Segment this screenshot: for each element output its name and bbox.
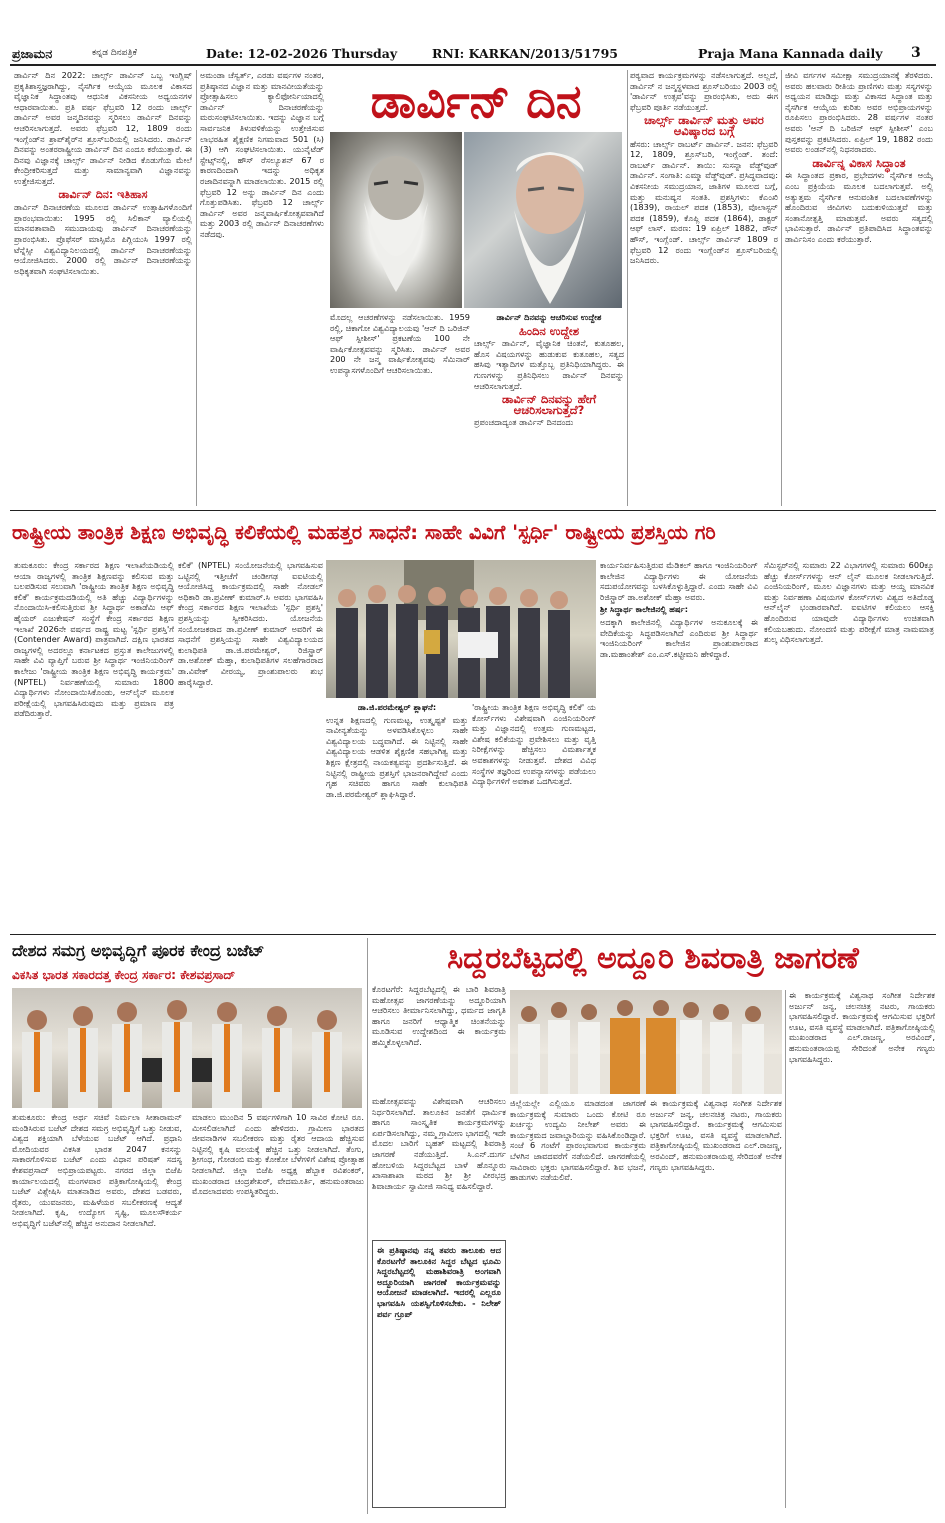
shivaratri-column-3 <box>650 1098 782 1508</box>
darwin-column-5 <box>785 70 933 506</box>
award-col3-text: ಉನ್ನತ ಶಿಕ್ಷಣದಲ್ಲಿ ಗುಣಮಟ್ಟ, ಉತ್ಕೃಷ್ಟತೆ ಮತ್ತು ನಾವೀನ್ಯತೆಯನ್ನು ಅಳವಡಿಸಿಕೊಳ್ಳಲು ಸಾಹೇ ವಿಶ್ವವಿದ್ಯಾಲಯ ಬದ್ಧವಾಗಿದೆ. ಈ ನಿಟ್ಟಿನಲ್ಲಿ ಸಾಹೇ ವಿಶ್ವವಿದ್ಯಾಲಯ ಆಡಳಿತ ಶೈಕ್ಷಣಿಕ ಸಹಭಾಗಿತ್ವ ಮತ್ತು ಶಿಕ್ಷಣ ಕ್ಷೇತ್ರದಲ್ಲಿ ನಾಯಕತ್ವವನ್ನು ಪ್ರದರ್ಶಿಸುತ್ತಿದೆ. ಈ ನಿಟ್ಟಿನಲ್ಲಿ ರಾಷ್ಟ್ರೀಯ ಪ್ರಶಸ್ತಿಗೆ ಭಾಜನರಾಗಿದ್ದೇವೆ ಎಂದು ಗೃಹ ಸಚಿವರು ಹಾಗೂ ಸಾಹೇ ಕುಲಾಧಿಪತಿ ಡಾ.ಜಿ.ಪರಮೇಶ್ವರ್ ಶ್ಲಾಘಿಸಿದ್ದಾರೆ. <box>326 714 468 799</box>
shivaratri-column-1 <box>372 1096 506 1236</box>
section-rule <box>10 934 936 935</box>
darwin-column-2 <box>200 70 324 308</box>
darwin-caption <box>330 312 470 508</box>
award-column-6 <box>764 560 934 930</box>
shivaratri-intro-text: ಕೊರಟಗೆರೆ: ಸಿದ್ದರಬೆಟ್ಟದಲ್ಲಿ ಈ ಬಾರಿ ಶಿವರಾತ್ರಿ ಮಹೋತ್ಸವ ಜಾಗರಣೆಯನ್ನು ಅದ್ದೂರಿಯಾಗಿ ಆಚರಿಸಲು ತೀರ್ಮಾನಿಸಲಾಗಿದ್ದು, ಧರ್ಮದ ಜಾಗೃತಿ ಹಾಗೂ ಜನರಿಗೆ ಆಧ್ಯಾತ್ಮಿಕ ಚಿಂತನೆಯನ್ನು ಮೂಡಿಸುವ ಉದ್ದೇಶದಿಂದ ಈ ಕಾರ್ಯಕ್ರಮ ಹಮ್ಮಿಕೊಳ್ಳಲಾಗಿದೆ. <box>372 984 506 1047</box>
award-col6-text: ಸೆಮಿಸ್ಟರ್‌ನಲ್ಲಿ ಸುಮಾರು 22 ವಿಭಾಗಗಳಲ್ಲಿ ಸುಮಾರು 600ಕ್ಕೂ ಹೆಚ್ಚು ಕೋರ್ಸ್‌ಗಳನ್ನು ಆನ್ ಲೈನ್ ಮೂಲಕ ನೀಡಲಾಗುತ್ತಿದೆ. ಎಂಜಿನಿಯರಿಂಗ್, ಮೂಲ ವಿಜ್ಞಾನಗಳು ಮತ್ತು ಆಯ್ದ ಮಾನವಿಕ ಮತ್ತು ನಿರ್ವಹಣಾ ವಿಷಯಗಳ ಕೋರ್ಸ್‌ಗಳು ವಿಶ್ವದ ಅತಿದೊಡ್ಡ ಆನ್‌ಲೈನ್ ಭಂಡಾರವಾಗಿದೆ. ಐಐಟಿಗಳ ಕಲಿಯಲು ಆಸಕ್ತಿ ಹೊಂದಿರುವ ಯಾವುದೇ ವಿದ್ಯಾರ್ಥಿಗಳು ಉಚಿತವಾಗಿ ಕಲಿಯಬಹುದು. ನೋಂದಣಿ ಮತ್ತು ಪರೀಕ್ಷೆಗೆ ಮಾತ್ರ ನಾಮಮಾತ್ರ ಶುಲ್ಕ ವಿಧಿಸಲಾಗುತ್ತದೆ. <box>764 560 934 645</box>
column-divider <box>785 990 786 1508</box>
award-col5b-text: ಅದಕ್ಕಾಗಿ ಕಾಲೇಜಿನಲ್ಲಿ ವಿದ್ಯಾರ್ಥಿಗಳ ಅನುಕೂಲಕ್ಕೆ ಈ ವೇದಿಕೆಯನ್ನು ಸಿದ್ಧಪಡಿಸಲಾಗಿದೆ ಎಂದಿರುವ ಶ್ರೀ ಸಿದ್ಧಾರ್ಥ ಇಂಜಿನಿಯರಿಂಗ್ ಕಾಲೇಜಿನ ಪ್ರಾಂಶುಪಾಲರಾದ ಡಾ.ಮಹಾಂತೇಶ್ ಎಂ.ಎಸ್.ಕಟ್ಟೀಮನಿ ಹೇಳಿದ್ದಾರೆ. <box>600 616 758 659</box>
darwin-objective-title: ಡಾರ್ವಿನ್ ದಿನವನ್ನು ಆಚರಿಸುವ ಉದ್ದೇಶ <box>496 312 602 322</box>
darwin-headline: ಡಾರ್ವಿನ್ ದಿನ <box>370 74 582 128</box>
darwin-about-heading: ಚಾರ್ಲ್ಸ್ ಡಾರ್ವಿನ್ ಮತ್ತು ಅವರ ಆವಿಷ್ಕಾರದ ಬಗ್ಗೆ <box>644 113 764 138</box>
budget-headline: ದೇಶದ ಸಮಗ್ರ ಅಭಿವೃದ್ಧಿಗೆ ಪೂರಕ ಕೇಂದ್ರ ಬಜೆಟ್ <box>12 941 265 960</box>
award-col4-text: 'ರಾಷ್ಟ್ರೀಯ ತಾಂತ್ರಿಕ ಶಿಕ್ಷಣ ಅಭಿವೃದ್ಧಿ ಕಲಿಕೆ' ಯ ಕೋರ್ಸ್‌ಗಳು ವಿಶೇಷವಾಗಿ ಎಂಜಿನಿಯರಿಂಗ್ ಮತ್ತು ವಿಜ್ಞಾನದಲ್ಲಿ ಉತ್ತಮ ಗುಣಮಟ್ಟದ, ವಿಶೇಷ ಕಲಿಕೆಯನ್ನು ಪ್ರವೇಶಿಸಲು ಮತ್ತು ವೃತ್ತಿ ನಿರೀಕ್ಷೆಗಳನ್ನು ಹೆಚ್ಚಿಸಲು ವಿಮರ್ಶಾತ್ಮಕ ಅವಕಾಶಗಳನ್ನು ನೀಡುತ್ತವೆ. ದೇಶದ ವಿವಿಧ ಸಂಸ್ಥೆಗಳ ತಜ್ಞರಿಂದ ಉಪನ್ಯಾಸಗಳನ್ನು ಪಡೆಯಲು ವಿದ್ಯಾರ್ಥಿಗಳಿಗೆ ಅವಕಾಶ ಒದಗಿಸುತ್ತದೆ. <box>472 702 596 787</box>
darwin-objective-heading: ಹಿಂದಿನ ಉದ್ದೇಶ <box>518 323 580 338</box>
award-column-3 <box>326 702 468 930</box>
award-ceremony-photo <box>326 560 596 698</box>
masthead-logo: ಪ್ರಜಾಮನ <box>12 46 53 61</box>
darwin-intro: ಡಾರ್ವಿನ್ ದಿನ 2022: ಚಾರ್ಲ್ಸ್ ಡಾರ್ವಿನ್ ಒಬ್ಬ ಇಂಗ್ಲಿಷ್ ಪ್ರಕೃತಿಶಾಸ್ತ್ರಜ್ಞರಾಗಿದ್ದು, ನೈಸರ್ಗಿಕ ಆಯ್ಕೆಯ ಮೂಲಕ ವಿಕಾಸದ ವೈಜ್ಞಾನಿಕ ಸಿದ್ಧಾಂತವು ಆಧುನಿಕ ವಿಕಸನೀಯ ಅಧ್ಯಯನಗಳ ಆಧಾರವಾಯಿತು. ಪ್ರತಿ ವರ್ಷ ಫೆಬ್ರವರಿ 12 ರಂದು ಚಾರ್ಲ್ಸ್ ಡಾರ್ವಿನ್ ಅವರ ಜನ್ಮದಿನವನ್ನು ಸ್ಮರಿಸಲು ಡಾರ್ವಿನ್ ದಿನವನ್ನು ಆಚರಿಸಲಾಗುತ್ತದೆ. ಅವರು ಫೆಬ್ರವರಿ 12, 1809 ರಂದು ಇಂಗ್ಲೆಂಡ್‌ನ ಶ್ರಾಪ್‌ಶೈರ್‌ನ ಶ್ರೂಸ್‌ಬರಿಯಲ್ಲಿ ಜನಿಸಿದರು. ಡಾರ್ವಿನ್ ದಿನವನ್ನು ಅಂತರರಾಷ್ಟ್ರೀಯ ಡಾರ್ವಿನ್ ದಿನ ಎಂದೂ ಕರೆಯುತ್ತಾರೆ. ಈ ದಿನವು ವಿಜ್ಞಾನಕ್ಕೆ ಚಾರ್ಲ್ಸ್ ಡಾರ್ವಿನ್ ನೀಡಿದ ಕೊಡುಗೆಯ ಮೇಲೆ ಕೇಂದ್ರೀಕರಿಸುತ್ತದೆ ಮತ್ತು ಸಾಮಾನ್ಯವಾಗಿ ವಿಜ್ಞಾನವನ್ನು ಉತ್ತೇಜಿಸುತ್ತದೆ. <box>14 70 192 186</box>
column-divider <box>367 938 368 1514</box>
masthead-rule <box>10 64 936 66</box>
shivaratri-column-4 <box>789 990 935 1508</box>
darwin-column-1 <box>14 70 192 506</box>
darwin-facts: ಹೆಸರು: ಚಾರ್ಲ್ಸ್ ರಾಬರ್ಟ್ ಡಾರ್ವಿನ್. ಜನನ: ಫೆಬ್ರವರಿ 12, 1809, ಶ್ರೂಸ್‌ಬರಿ, ಇಂಗ್ಲೆಂಡ್. ತಂದೆ: ರಾಬರ್ಟ್ ಡಾರ್ವಿನ್. ತಾಯಿ: ಸುಸನ್ನಾ ವೆಡ್ಜ್‌ವುಡ್ ಡಾರ್ವಿನ್. ಸಂಗಾತಿ: ಎಮ್ಮಾ ವೆಡ್ಜ್‌ವುಡ್. ಪ್ರಸಿದ್ಧವಾದವು: ವಿಕಸನೀಯ ಸಮುದ್ರಯಾನ, ಜಾತಿಗಳ ಮೂಲದ ಬಗ್ಗೆ, ಮತ್ತು ಮನುಷ್ಯನ ಸಂತತಿ. ಪ್ರಶಸ್ತಿಗಳು: ಕೆಎಂಖಿ (1839), ರಾಯಲ್ ಪದಕ (1853), ವೊಲಾಸ್ಟನ್ ಪದಕ (1859), ಕೊಪ್ಲಿ ಪದಕ (1864), ಡಾಕ್ಟರ್ ಆಫ್ ಲಾಸ್. ಮರಣ: 19 ಏಪ್ರಿಲ್ 1882, ಡೌನ್ ಹೌಸ್, ಇಂಗ್ಲೆಂಡ್. ಚಾರ್ಲ್ಸ್ ಡಾರ್ವಿನ್ 1809 ರ ಫೆಬ್ರವರಿ 12 ರಂದು ಇಂಗ್ಲೆಂಡ್‌ನ ಶ್ರೂಸ್‌ಬರಿಯಲ್ಲಿ ಜನಿಸಿದರು. <box>630 138 778 266</box>
darwin-column-4 <box>630 70 778 506</box>
budget-column-1 <box>12 1112 182 1514</box>
award-col5-text: ಕಾರ್ಯನಿರ್ವಹಿಸುತ್ತಿರುವ ಮೆಡಿಕಲ್ ಹಾಗೂ ಇಂಜಿನಿಯರಿಂಗ್ ಕಾಲೇಜಿನ ವಿದ್ಯಾರ್ಥಿಗಳು ಈ ಯೋಜನೆಯ ಸದುಪಯೋಗವನ್ನು ಬಳಸಿಕೊಳ್ಳುತ್ತಿದ್ದಾರೆ. ಎಂದು ಸಾಹೇ ವಿವಿ ರಿಜಿಸ್ಟ್ರಾರ್ ಡಾ.ಅಶೋಕ್ ಮೆಹ್ತಾ ಅವರು. <box>600 560 758 602</box>
shivaratri-col1-text: ಮಹೋತ್ಸವವನ್ನು ವಿಶೇಷವಾಗಿ ಆಚರಿಸಲು ನಿರ್ಧರಿಸಲಾಗಿದೆ. ತಾಲೂಕಿನ ಜನತೆಗೆ ಧಾರ್ಮಿಕ ಹಾಗೂ ಸಾಂಸ್ಕೃತಿಕ ಕಾರ್ಯಕ್ರಮಗಳನ್ನು ಏರ್ಪಡಿಸಲಾಗಿದ್ದು, ನಮ್ಮ ಗ್ರಾಮೀಣ ಭಾಗದಲ್ಲಿ ಇದೇ ಮೊದಲ ಬಾರಿಗೆ ಬೃಹತ್ ಮಟ್ಟದಲ್ಲಿ ಶಿವರಾತ್ರಿ ಜಾಗರಣೆ ನಡೆಯುತ್ತಿದೆ. ಸಿ.ಎನ್.ದುರ್ಗ ಹೋಬಳಿಯ ಸಿದ್ದರಬೆಟ್ಟದ ಬಾಳೆ ಹೊನ್ನೂರು ಖಾಸಾಶಾಖಾ ಮಠದ ಶ್ರೀ ಶ್ರೀ ವೀರಭದ್ರ ಶಿವಾಚಾರ್ಯ ಸ್ವಾಮೀಜಿ ಸಾನಿಧ್ಯ ವಹಿಸಲಿದ್ದಾರೆ. <box>372 1096 506 1191</box>
paper-name: Praja Mana Kannada daily <box>698 46 883 61</box>
darwin-history-heading: ಡಾರ್ವಿನ್ ದಿನ: ಇತಿಹಾಸ <box>58 187 148 201</box>
shivaratri-headline: ಸಿದ್ದರಬೆಟ್ಟದಲ್ಲಿ ಅದ್ದೂರಿ ಶಿವರಾತ್ರಿ ಜಾಗರಣೆ <box>447 941 859 976</box>
award-quote-heading: ಡಾ.ಜಿ.ಪರಮೇಶ್ವರ್ ಶ್ಲಾಘನೆ: <box>357 702 437 712</box>
budget-press-photo <box>12 988 362 1108</box>
darwin-col4-text: ಪಠ್ಯವಾದ ಕಾರ್ಯಕ್ರಮಗಳನ್ನು ನಡೆಸಲಾಗುತ್ತದೆ. ಅಲ್ಲದೆ, ಡಾರ್ವಿನ್ ನ ಜನ್ಮಸ್ಥಳವಾದ ಶ್ರೂಸ್‌ಬರಿಯು 2003 ರಲ್ಲಿ 'ಡಾರ್ವಿನ್ ಉತ್ಸವ'ವನ್ನು ಪ್ರಾರಂಭಿಸಿತು, ಅದು ಈಗ ಫೆಬ್ರವರಿ ಪೂರ್ತಿ ನಡೆಯುತ್ತದೆ. <box>630 70 778 112</box>
column-divider <box>781 70 782 506</box>
section-rule <box>10 510 936 511</box>
shivaratri-col2-text: ಜಿಲ್ಲೆಯಲ್ಲೇ ಎಲ್ಲಿಯೂ ಮಾಡದಂತ ಜಾಗರಣೆ ಕಾರ್ಯಕ್ರಮಕ್ಕೆ ಸುಮಾರು ಒಂದು ಕೋಟಿ ರೂ ಖರ್ಚನ್ನು ಉದ್ಯಮಿ ನೀಲೇಶ್ ಅವರು ಈ ಕಾರ್ಯಕ್ರಮದ ಜವಾಬ್ದಾರಿಯನ್ನು ವಹಿಸಿಕೊಂಡಿದ್ದಾರೆ. ಸಂಜೆ 6 ಗಂಟೆಗೆ ಪ್ರಾರಂಭವಾಗುವ ಕಾರ್ಯಕ್ರಮ ಬೆಳಗಿನ ಜಾವದವರೆಗೆ ನಡೆಯಲಿದೆ. ಜಾಗರಣೆಯಲ್ಲಿ ಸಾವಿರಾರು ಭಕ್ತರು ಭಾಗವಹಿಸಲಿದ್ದಾರೆ. ಶಿವ ಭಜನೆ, ಹಾಡುಗಳು ನಡೆಯಲಿವೆ. <box>510 1098 646 1183</box>
budget-subheadline: ವಿಕಸಿತ ಭಾರತ ಸಕಾರದತ್ತ ಕೇಂದ್ರ ಸರ್ಕಾರ: ಕೇಶವಪ್ರಸಾದ್ <box>12 968 236 982</box>
budget-col1-text: ತುಮಕೂರು: ಕೇಂದ್ರ ಅರ್ಥ ಸಚಿವೆ ನಿರ್ಮಲಾ ಸೀತಾರಾಮನ್ ಮಂಡಿಸಿರುವ ಬಜೆಟ್ ದೇಶದ ಸಮಗ್ರ ಅಭಿವೃದ್ಧಿಗೆ ಒತ್ತು ನೀಡುವ, ವಿಶ್ವದ ಶಕ್ತಿಯಾಗಿ ಬೆಳೆಯುವ ಬಜೆಟ್ ಆಗಿದೆ. ಪ್ರಧಾನಿ ಮೋದಿಯವರ ವಿಕಸಿತ ಭಾರತ 2047 ಕನಸನ್ನು ಸಾಕಾರಗೊಳಿಸುವ ಬಜೆಟ್ ಎಂದು ವಿಧಾನ ಪರಿಷತ್ ಸದಸ್ಯ ಕೇಶವಪ್ರಸಾದ್ ಅಭಿಪ್ರಾಯಪಟ್ಟರು. ನಗರದ ಜಿಲ್ಲಾ ಬಿಜೆಪಿ ಕಾರ್ಯಾಲಯದಲ್ಲಿ ಮಂಗಳವಾರ ಪತ್ರಿಕಾಗೋಷ್ಠಿಯಲ್ಲಿ ಕೇಂದ್ರ ಬಜೆಟ್ ವಿಶ್ಲೇಷಿಸಿ ಮಾತನಾಡಿದ ಅವರು, ದೇಶದ ಬಡವರು, ರೈತರು, ಯುವಜನರು, ಮಹಿಳೆಯರ ಸಬಲೀಕರಣಕ್ಕೆ ಆದ್ಯತೆ ನೀಡಲಾಗಿದೆ. ಕೃಷಿ, ಉದ್ಯೋಗ ಸೃಷ್ಟಿ, ಮೂಲಸೌಕರ್ಯ ಅಭಿವೃದ್ಧಿಗೆ ಬಜೆಟ್‌ನಲ್ಲಿ ಹೆಚ್ಚಿನ ಅನುದಾನ ನೀಡಲಾಗಿದೆ. <box>12 1112 182 1228</box>
award-column-5 <box>600 560 758 930</box>
darwin-objective-text: ಚಾರ್ಲ್ಸ್ ಡಾರ್ವಿನ್, ವೈಜ್ಞಾನಿಕ ಚಿಂತನೆ, ಕುತೂಹಲ, ಹೊಸ ವಿಷಯಗಳನ್ನು ಹುಡುಕುವ ಕುತೂಹಲ, ಸತ್ಯದ ಹಸಿವು ಇತ್ಯಾದಿಗಳ ಮತ್ತೊಬ್ಬ ಪ್ರತಿನಿಧಿಯಾಗಿದ್ದರು. ಈ ಗುಣಗಳನ್ನು ಪ್ರತಿನಿಧಿಸಲು ಡಾರ್ವಿನ್ ದಿನವನ್ನು ಆಚರಿಸಲಾಗುತ್ತದೆ. <box>474 338 624 391</box>
shivaratri-box-text: ಈ ಪ್ರತಿಷ್ಠಾನವು ನನ್ನ ತವರು ತಾಲೂಕು ಆದ ಕೊರಟಗೆರೆ ತಾಲೂಕಿನ ಸಿದ್ದರ ಬೆಟ್ಟದ ಭೂಮಿ ಸಿದ್ದರಬೆಟ್ಟದಲ್ಲಿ ಮಹಾಶಿವರಾತ್ರಿ ಅಂಗವಾಗಿ ಅದ್ದೂರಿಯಾಗಿ ಜಾಗರಣೆ ಕಾರ್ಯಕ್ರಮವನ್ನು ಆಯೋಜನೆ ಮಾಡಲಾಗಿದೆ. ಇದರಲ್ಲಿ ಎಲ್ಲರೂ ಭಾಗವಹಿಸಿ ಯಶಸ್ವಿಗೊಳಿಸಬೇಕು. - ನಿಲೇಶ್ ಪರ್ವ ಗ್ರೂಪ್ <box>377 1245 501 1319</box>
rni-number: RNI: KARKAN/2013/51795 <box>432 46 618 61</box>
darwin-portrait-image <box>464 132 622 308</box>
shivaratri-column-2 <box>510 1098 646 1508</box>
award-column-4 <box>472 702 596 930</box>
darwin-how-heading: ಡಾರ್ವಿನ್ ದಿನವನ್ನು ಹೇಗೆ ಆಚರಿಸಲಾಗುತ್ತದೆ? <box>501 392 597 417</box>
darwin-history-text: ಡಾರ್ವಿನ್ ದಿನಾಚರಣೆಯ ಮೂಲದ ಡಾರ್ವಿನ್ ಉತ್ಸಾಹಿಗಳೊಂದಿಗೆ ಪ್ರಾರಂಭವಾಯಿತು: 1995 ರಲ್ಲಿ ಸಿಲಿಕಾನ್ ವ್ಯಾಲಿಯಲ್ಲಿ ಮಾನವತಾವಾದಿ ಸಮುದಾಯವು ಡಾರ್ವಿನ್ ದಿನಾಚರಣೆಯನ್ನು ಪ್ರಾರಂಭಿಸಿತು. ಪ್ರೊಫೆಸರ್ ಮಾಸ್ಸಿಮೊ ಪಿಗ್ಲಿಯುಸಿ 1997 ರಲ್ಲಿ ಟೆನ್ನೆಸ್ಸೀ ವಿಶ್ವವಿದ್ಯಾನಿಲಯದಲ್ಲಿ ಡಾರ್ವಿನ್ ದಿನಾಚರಣೆಯನ್ನು ಆಯೋಜಿಸಿದರು. 2000 ರಲ್ಲಿ ಡಾರ್ವಿನ್ ದಿನಾಚರಣೆಯನ್ನು ಅಧಿಕೃತವಾಗಿ ಸಂಘಟಿಸಲಾಯಿತು. <box>14 202 192 276</box>
darwin-col2-text: ಅಮಂಡಾ ಚೆಸ್ವರ್ತ್, ಎರಡು ವರ್ಷಗಳ ನಂತರ, ಪ್ರತಿಷ್ಠಾನದ ವಿಜ್ಞಾನ ಮತ್ತು ಮಾನವೀಯತೆಯನ್ನು ಪ್ರೋತ್ಸಾಹಿಸಲು ಕ್ಯಾಲಿಫೋರ್ನಿಯಾದಲ್ಲಿ ಡಾರ್ವಿನ್ ದಿನಾಚರಣೆಯನ್ನು ಮರುಸಂಘಟಿಸಲಾಯಿತು. ಇದನ್ನು ವಿಜ್ಞಾನ ಬಗ್ಗೆ ಸಾರ್ವಜನಿಕ ತಿಳುವಳಿಕೆಯನ್ನು ಉತ್ತೇಜಿಸುವ ಲಾಭರಹಿತ ಶೈಕ್ಷಣಿಕ ನಿಗಮವಾದ 501 (ಸಿ) (3) ಆಗಿ ಸಂಘಟಿಸಲಾಯಿತು. ಯುನೈಟೆಡ್ ಸ್ಟೇಟ್ಸ್‌ನಲ್ಲಿ, ಹೌಸ್ ರೆಸಲ್ಯೂಶನ್ 67 ರ ಕಾರಣದಿಂದಾಗಿ ಇದನ್ನು ಅಧಿಕೃತ ರಜಾದಿನವನ್ನಾಗಿ ಮಾಡಲಾಯಿತು. 2015 ರಲ್ಲಿ ಫೆಬ್ರವರಿ 12 ಅನ್ನು ಡಾರ್ವಿನ್ ದಿನ ಎಂದು ಗೊತ್ತುಪಡಿಸಿತು. ಫೆಬ್ರವರಿ 12 ಚಾರ್ಲ್ಸ್ ಡಾರ್ವಿನ್ ಅವರ ಜನ್ಮವಾರ್ಷಿಕೋತ್ಸವವಾಗಿದೆ ಮತ್ತು 2003 ರಲ್ಲಿ ಡಾರ್ವಿನ್ ದಿನಾಚರಣೆಗಳು ನಡೆದವು. <box>200 70 324 239</box>
darwin-how-text: ಪ್ರಪಂಚದಾದ್ಯಂತ ಡಾರ್ವಿನ್ ದಿನದಂದು <box>474 417 574 428</box>
darwin-caption-text: ಮೊದಲ್ಲ ಆಚರಣೆಗಳನ್ನು ನಡೆಸಲಾಯಿತು. 1959 ರಲ್ಲಿ, ಚಿಕಾಗೋ ವಿಶ್ವವಿದ್ಯಾಲಯವು 'ಆನ್ ದಿ ಒರಿಜಿನ್ ಆಫ್ ಸ್ಪೀಶೀಸ್' ಪ್ರಕಟಣೆಯ 100 ನೇ ವಾರ್ಷಿಕೋತ್ಸವವನ್ನು ಸ್ಮರಿಸಿತು. ಡಾರ್ವಿನ್ ಅವರ 200 ನೇ ಜನ್ಮ ವಾರ್ಷಿಕೋತ್ಸವವು ಸೆಮಿನಾರ್ ಉಪನ್ಯಾಸಗಳೊಂದಿಗೆ ಆಚರಿಸಲಾಯಿತು. <box>330 312 470 375</box>
darwin-col5-text: ಜೀವಿ ವರ್ಗಗಳ ಸಮೀಕ್ಷಾ ಸಮುದ್ರಯಾನಕ್ಕೆ ತೆರಳಿದರು. ಅವರು ಹಲವಾರು ರೀತಿಯ ಪ್ರಾಣಿಗಳು ಮತ್ತು ಸಸ್ಯಗಳನ್ನು ಅಧ್ಯಯನ ಮಾಡಿದ್ದು ಮತ್ತು ವಿಕಾಸದ ಸಿದ್ಧಾಂತ ಮತ್ತು ನೈಸರ್ಗಿಕ ಆಯ್ಕೆಯ ಕುರಿತು ಅವರ ಅಭಿಪ್ರಾಯಗಳನ್ನು ರೂಪಿಸಲು ಪ್ರಾರಂಭಿಸಿದರು. 28 ವರ್ಷಗಳ ನಂತರ ಅವರು 'ಆನ್ ದಿ ಒರಿಜಿನ್ ಆಫ್ ಸ್ಪೀಶೀಸ್' ಎಂಬ ಪುಸ್ತಕವನ್ನು ಪ್ರಕಟಿಸಿದರು. ಏಪ್ರಿಲ್ 19, 1882 ರಂದು ಅವರು ಲಂಡನ್‌ನಲ್ಲಿ ನಿಧನರಾದರು. <box>785 70 933 155</box>
award-headline: ರಾಷ್ಟ್ರೀಯ ತಾಂತ್ರಿಕ ಶಿಕ್ಷಣ ಅಭಿವೃದ್ಧಿ ಕಲಿಕೆಯಲ್ಲಿ ಮಹತ್ತರ ಸಾಧನೆ: ಸಾಹೇ ವಿವಿಗೆ 'ಸ್ಪರ್ಧಿ' ರಾಷ್ಟ್ರೀಯ ಪ್ರಶಸ್ತಿಯ ಗರಿ <box>12 521 716 544</box>
masthead-tagline: ಕನ್ನಡ ದಿನಪತ್ರಿಕೆ <box>92 48 138 58</box>
darwin-objective <box>474 312 624 508</box>
award-column-2 <box>178 560 323 930</box>
column-divider <box>196 70 197 506</box>
award-column-1 <box>14 560 174 930</box>
shivaratri-col4-text: ಈ ಕಾರ್ಯಕ್ರಮಕ್ಕೆ ವಿಶ್ವನಾಥ ಸಂಗೀತ ನಿರ್ದೇಶಕ ಅರ್ಜುನ್ ಜನ್ಯ, ಚಲನಚಿತ್ರ ನಟರು, ಗಾಯಕರು ಭಾಗವಹಿಸಲಿದ್ದಾರೆ. ಕಾರ್ಯಕ್ರಮಕ್ಕೆ ಆಗಮಿಸುವ ಭಕ್ತರಿಗೆ ಊಟ, ವಸತಿ ವ್ಯವಸ್ಥೆ ಮಾಡಲಾಗಿದೆ. ಪತ್ರಿಕಾಗೋಷ್ಠಿಯಲ್ಲಿ ಮುಖಂಡರಾದ ಎಲ್.ರಾಜಣ್ಣ, ಅರವಿಂದ್, ಹನುಮಂತರಾಯಪ್ಪ ಸೇರಿದಂತೆ ಅನೇಕ ಗಣ್ಯರು ಭಾಗವಹಿಸಿದ್ದರು. <box>789 990 935 1064</box>
award-col1-text: ತುಮಕೂರು: ಕೇಂದ್ರ ಸರ್ಕಾರದ ಶಿಕ್ಷಣ ಇಲಾಖೆಯಡಿಯಲ್ಲಿ ಆಯಾ ರಾಜ್ಯಗಳಲ್ಲಿ ತಾಂತ್ರಿಕ ಶಿಕ್ಷಣವನ್ನು ಕಲಿಸುವ ಮತ್ತು ಬಲಪಡಿಸುವ ಸಲುವಾಗಿ 'ರಾಷ್ಟ್ರೀಯ ತಾಂತ್ರಿಕ ಶಿಕ್ಷಣ ಅಭಿವೃದ್ಧಿ ಕಲಿಕೆ' ಕಾರ್ಯಕ್ರಮದಡಿಯಲ್ಲಿ ಅತಿ ಹೆಚ್ಚು ವಿದ್ಯಾರ್ಥಿಗಳನ್ನು ನೊಂದಾಯಿಸಿ-ಕಲಿಸುತ್ತಿರುವ ಶ್ರೀ ಸಿದ್ಧಾರ್ಥ ಅಕಾಡೆಮಿ ಆಫ್ ಹೈಯರ್ ಎಜುಕೇಷನ್ ಸಂಸ್ಥೆಗೆ ಕೇಂದ್ರ ಸರ್ಕಾರದ ಶಿಕ್ಷಣ ಇಲಾಖೆ 2026ನೇ ವರ್ಷದ ರಾಷ್ಟ್ರ ಮಟ್ಟ 'ಸ್ಪರ್ಧಿ ಪ್ರಶಸ್ತಿ'ಗೆ (Contender Award) ಪಾತ್ರವಾಗಿದೆ. ದಕ್ಷಿಣ ಭಾರತದ ರಾಜ್ಯಗಳಲ್ಲಿ ಅದರಲ್ಲೂ ಕರ್ನಾಟಕದ ಪ್ರಸ್ತುತ ಕಾಲೇಜುಗಳಲ್ಲಿ ಸಾಹೇ ವಿವಿ ವ್ಯಾಪ್ತಿಗೆ ಬರುವ ಶ್ರೀ ಸಿದ್ಧಾರ್ಥ ಇಂಜಿನಿಯರಿಂಗ್ ಕಾಲೇಜು 'ರಾಷ್ಟ್ರೀಯ ತಾಂತ್ರಿಕ ಶಿಕ್ಷಣ ಅಭಿವೃದ್ಧಿ ಕಾರ್ಯಕ್ರಮ' (NPTEL) ನಿರ್ವಹಣೆಯಲ್ಲಿ ಸುಮಾರು 1800 ವಿದ್ಯಾರ್ಥಿಗಳು ನೋಂದಾಯಿಸಿಕೊಂಡು, ಆನ್‌ಲೈನ್ ಮೂಲಕ ಪರೀಕ್ಷೆಯಲ್ಲಿ ಭಾಗವಹಿಸಿರುವುದು ಮತ್ತು ಪ್ರಮಾಣ ಪತ್ರ ಪಡೆದಿರುತ್ತಾರೆ. <box>14 560 174 719</box>
darwin-engraving-image <box>330 132 462 308</box>
column-divider <box>627 70 628 506</box>
budget-col2-text: ಮಾಡಲು ಮುಂದಿನ 5 ವರ್ಷಗಳಿಗಾಗಿ 10 ಸಾವಿರ ಕೋಟಿ ರೂ. ಮೀಸಲಿಡಲಾಗಿದೆ ಎಂದು ಹೇಳಿದರು. ಗ್ರಾಮೀಣ ಭಾರತದ ಜೀವನಾಡಿಗಳ ಸಬಲೀಕರಣ ಮತ್ತು ರೈತರ ಆದಾಯ ಹೆಚ್ಚಿಸುವ ನಿಟ್ಟಿನಲ್ಲಿ ಕೃಷಿ ವಲಯಕ್ಕೆ ಹೆಚ್ಚಿನ ಒತ್ತು ನೀಡಲಾಗಿದೆ. ತೆಂಗು, ಶ್ರೀಗಂಧ, ಗೋಡಂಬಿ ಮತ್ತು ಕೋಕೋ ಬೆಳೆಗಳಿಗೆ ವಿಶೇಷ ಪ್ರೋತ್ಸಾಹ ನೀಡಲಾಗಿದೆ. ಜಿಲ್ಲಾ ಬಿಜೆಪಿ ಅಧ್ಯಕ್ಷ ಹೆಬ್ಬಾಕ ರವಿಶಂಕರ್, ಮುಖಂಡರಾದ ಚಂದ್ರಶೇಖರ್, ವೇದಮೂರ್ತಿ, ಹನುಮಂತರಾಜು ಮೊದಲಾದವರು ಉಪಸ್ಥಿತರಿದ್ದರು. <box>192 1112 364 1197</box>
shivaratri-intro <box>372 984 506 1094</box>
award-col5-heading: ಶ್ರೀ ಸಿದ್ಧಾರ್ಥ ಕಾಲೇಜಿನಲ್ಲಿ ಹರ್ಷ: <box>600 604 689 615</box>
shivaratri-press-photo <box>510 990 782 1094</box>
shivaratri-quote-box <box>372 1240 506 1508</box>
darwin-theory-text: ಈ ಸಿದ್ಧಾಂತದ ಪ್ರಕಾರ, ಪ್ರಭೇದಗಳು ನೈಸರ್ಗಿಕ ಆಯ್ಕೆ ಎಂಬ ಪ್ರಕ್ರಿಯೆಯ ಮೂಲಕ ಬದಲಾಗುತ್ತವೆ. ಅಲ್ಲಿ ಅತ್ಯುತ್ತಮ ನೈಸರ್ಗಿಕ ಆನುವಂಶಿಕ ಬದಲಾವಣೆಗಳನ್ನು ಹೊಂದಿರುವ ಜೀವಿಗಳು ಬದುಕುಳಿಯುತ್ತವೆ ಮತ್ತು ಸಂತಾನೋತ್ಪತ್ತಿ ಮಾಡುತ್ತವೆ. ಅವರು ಸತ್ಯದಲ್ಲಿ ಭಾವಿಸುತ್ತಾರೆ. ಡಾರ್ವಿನ್ ಪ್ರತಿಪಾದಿಸಿದ ಸಿದ್ಧಾಂತವನ್ನು ಡಾರ್ವಿನಿಸಂ ಎಂದು ಕರೆಯುತ್ತಾರೆ. <box>785 170 933 244</box>
masthead <box>8 44 937 64</box>
darwin-theory-heading: ಡಾರ್ವಿನ್ನ ವಿಕಾಸ ಸಿದ್ಧಾಂತ <box>812 155 906 170</box>
award-col2-text: ಕಲಿಕೆ' (NPTEL) ಸಂಯೋಜನೆಯಲ್ಲಿ ಭಾಗವಹಿಸುವ ಒಟ್ಟಿನಲ್ಲಿ ಇತ್ತೀಚೆಗೆ ಚಂಡೀಗಢ ಐಐಟಿಯಲ್ಲಿ ಆಯೋಜಿಸಿದ್ದ ಕಾರ್ಯಕ್ರಮದಲ್ಲಿ ಸಾಹೇ ನೋಡಲ್ ಅಧಿಕಾರಿ ಡಾ.ಪ್ರವೀಣ್ ಕುಮಾರ್.ಸಿ ಅವರು ಭಾಗವಹಿಸಿ ಕೇಂದ್ರ ಸರ್ಕಾರದ ಶಿಕ್ಷಣ ಇಲಾಖೆಯ 'ಸ್ಪರ್ಧಿ ಪ್ರಶಸ್ತಿ' ಪ್ರಶಸ್ತಿಯನ್ನು ಸ್ವೀಕರಿಸಿದರು. ಯೋಜನೆಯ ಸಂಯೋಜಕರಾದ ಡಾ.ಪ್ರವೀಣ್ ಕುಮಾರ್ ಅವರಿಗೆ ಈ ಸಾಧನೆಗೆ ಪ್ರಶಸ್ತಿಯನ್ನು ಸಾಹೇ ವಿಶ್ವವಿದ್ಯಾಲಯದ ಕುಲಾಧಿಪತಿ ಡಾ.ಜಿ.ಪರಮೇಶ್ವರ್, ರಿಜಿಸ್ಟ್ರಾರ್ ಡಾ.ಅಶೋಕ್ ಮೆಹ್ತಾ, ಕುಲಾಧಿಪತಿಗಳ ಸಲಹೆಗಾರರಾದ ಡಾ.ವಿವೇಕ್ ವೀರಯ್ಯ, ಪ್ರಾಂಶುಪಾಲರು ಶುಭ ಹಾರೈಸಿದ್ದಾರೆ. <box>178 560 323 687</box>
shivaratri-col3-text: ಈ ಕಾರ್ಯಕ್ರಮಕ್ಕೆ ವಿಶ್ವನಾಥ ಸಂಗೀತ ನಿರ್ದೇಶಕ ಅರ್ಜುನ್ ಜನ್ಯ, ಚಲನಚಿತ್ರ ನಟರು, ಗಾಯಕರು ಭಾಗವಹಿಸಲಿದ್ದಾರೆ. ಕಾರ್ಯಕ್ರಮಕ್ಕೆ ಆಗಮಿಸುವ ಭಕ್ತರಿಗೆ ಊಟ, ವಸತಿ ವ್ಯವಸ್ಥೆ ಮಾಡಲಾಗಿದೆ. ಪತ್ರಿಕಾಗೋಷ್ಠಿಯಲ್ಲಿ ಮುಖಂಡರಾದ ಎಲ್.ರಾಜಣ್ಣ, ಅರವಿಂದ್, ಹನುಮಂತರಾಯಪ್ಪ ಸೇರಿದಂತೆ ಅನೇಕ ಗಣ್ಯರು ಭಾಗವಹಿಸಿದ್ದರು. <box>650 1098 782 1172</box>
issue-date: Date: 12-02-2026 Thursday <box>206 46 398 61</box>
budget-column-2 <box>192 1112 364 1514</box>
page-number: 3 <box>911 45 921 61</box>
